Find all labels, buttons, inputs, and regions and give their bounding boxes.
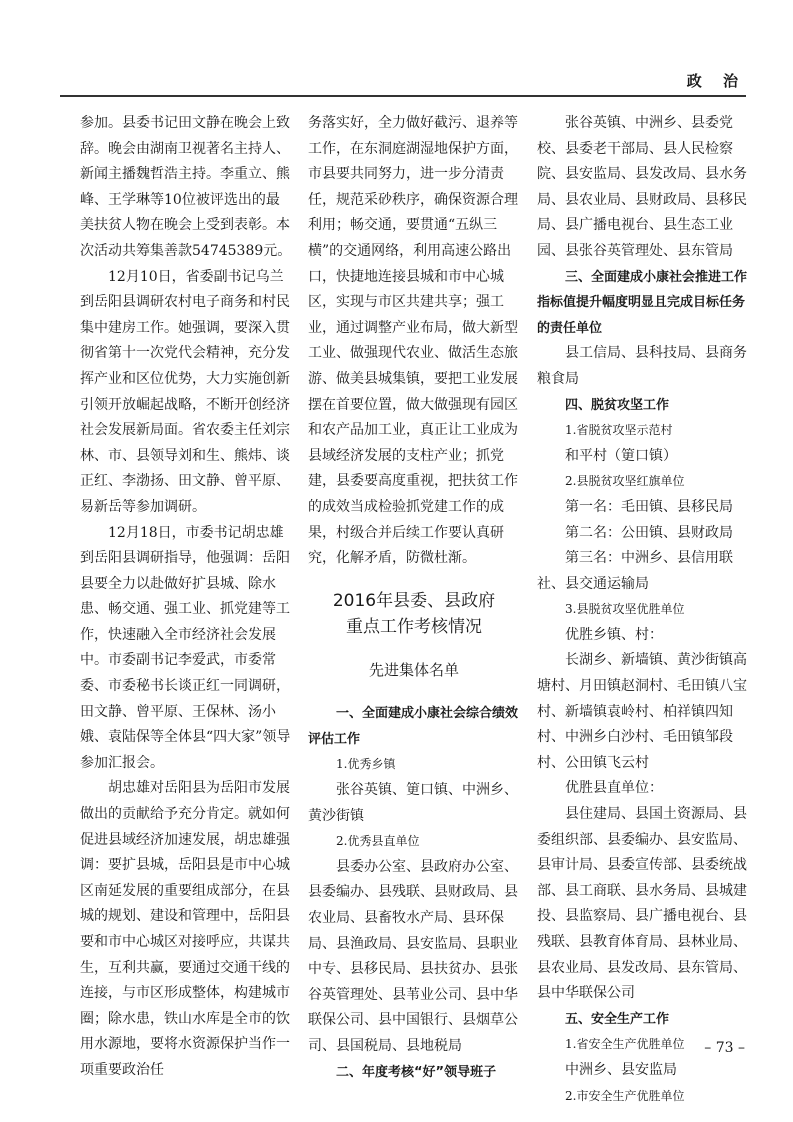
item-text: 第三名：中洲乡、县信用联社、县交通运输局 — [537, 550, 733, 592]
item-label: 优胜乡镇、村： — [565, 626, 663, 643]
section-title: 政 治 — [686, 72, 746, 90]
paragraph: 12月18日，市委书记胡忠雄到岳阳县调研指导，他强调：岳阳县要全力以赴做好扩县城、除水患、畅交通、强工业、抓党建等工作，快速融入全市经济社会发展中。市委副书记李爱武，市委常委、市委秘书长谈正红一同调研，田文静、曾平原、王保林、汤小娥、袁陆保等全体县“四大家”领导参加汇报会。 — [80, 524, 291, 771]
item-heading: 2.市安全生产优胜单位 — [565, 1088, 685, 1103]
section-heading: 二、年度考核“好”领导班子 — [336, 1064, 497, 1080]
paragraph: 参加。县委书记田文静在晚会上致辞。晚会由湖南卫视著名主持人、新闻主播魏哲浩主持。李重立、熊峰、王学琳等10位被评选出的最美扶贫人物在晚会上受到表彰。本次活动共筹集善款54745389元。 — [80, 115, 292, 259]
item-text: 和平村（筻口镇） — [565, 447, 677, 464]
section-heading: 三、全面建成小康社会推进工作指标值提升幅度明显且完成目标任务的责任单位 — [537, 269, 748, 336]
paragraph: 务落实好，全力做好截污、退养等工作，在东洞庭湖湿地保护方面，市县要共同努力，进一步分清责任，规范采砂秩序，确保资源合理利用；畅交通，要贯通“五纵三横”的交通网络，利用高速公路出口，快捷地连接县城和市中心城区，实现与市区共建共享；强工业，通过调整产业布局，做大新型工业、做强现代农业、做活生态旅游、做美县城集镇，要把工业发展摆在首要位置，做大做强现有园区和农产品加工业，真正让工业成为县域经济发展的支柱产业；抓党建，县委要高度重视，把扶贫工作的成效当成检验抓党建工作的成果，村级合并后续工作要认真研究，化解矛盾，防微杜渐。 — [308, 115, 518, 567]
paragraph: 胡忠雄对岳阳县为岳阳市发展做出的贡献给予充分肯定。就如何促进县域经济加速发展，胡忠雄强调：要扩县城，岳阳县是市中心城区南延发展的重要组成部分，在县城的规划、建设和管理中，岳阳县要和市中心城区对接呼应，共谋共生，互利共赢，要通过交通干线的连接，与市区形成整体，构建城市圈；除水患，铁山水库是全市的饮用水源地，要将水资源保护当作一项重要政治任 — [80, 780, 290, 1078]
page-header — [60, 0, 746, 98]
item-heading: 3.县脱贫攻坚优胜单位 — [565, 602, 685, 617]
section-heading: 四、脱贫攻坚工作 — [565, 397, 670, 413]
item-text: 县住建局、县国土资源局、县委组织部、县委编办、县安监局、县审计局、县委宣传部、县委统战部、县工商联、县水务局、县城建投、县监察局、县广播电视台、县残联、县教育体育局、县林业局、县农业局、县发改局、县东管局、县中华联保公司 — [537, 806, 747, 1002]
item-text: 第一名：毛田镇、县移民局 — [565, 498, 733, 515]
item-heading: 1.省脱贫攻坚示范村 — [565, 423, 673, 438]
item-text: 第二名：公田镇、县财政局 — [565, 524, 733, 541]
article-title-line-1: 2016年县委、县政府 — [332, 590, 496, 611]
column-1 — [80, 111, 292, 1084]
item-heading: 1.省安全生产优胜单位 — [565, 1037, 685, 1052]
header-rule — [60, 95, 746, 97]
section-heading: 五、安全生产工作 — [565, 1011, 670, 1027]
article-title-line-2: 重点工作考核情况 — [346, 616, 482, 637]
article-subtitle: 先进集体名单 — [368, 660, 459, 679]
column-2 — [308, 111, 520, 1085]
item-text: 长湖乡、新墙镇、黄沙街镇高塘村、月田镇赵洞村、毛田镇八宝村、新墙镇袁岭村、柏祥镇四知村、中洲乡白沙村、毛田镇邹段村、公田镇飞云村 — [537, 652, 747, 771]
item-text: 县工信局、县科技局、县商务粮食局 — [537, 345, 747, 387]
item-heading: 2.优秀县直单位 — [336, 834, 420, 849]
item-label: 优胜县直单位： — [565, 780, 663, 797]
item-text: 县委办公室、县政府办公室、县委编办、县残联、县财政局、县农业局、县畜牧水产局、县环保局、县渔政局、县安监局、县职业中专、县移民局、县扶贫办、县张谷英管理处、县苇业公司、县中华联保公司、县中国银行、县烟草公司、县国税局、县地税局 — [308, 858, 518, 1054]
item-text: 张谷英镇、中洲乡、县委党校、县委老干部局、县人民检察院、县安监局、县发改局、县水务局、县农业局、县财政局、县移民局、县广播电视台、县生态工业园、县张谷英管理处、县东管局 — [537, 115, 747, 259]
item-text: 张谷英镇、筻口镇、中洲乡、黄沙街镇 — [308, 782, 518, 824]
column-3 — [537, 111, 747, 1109]
page-number: – 73 – — [704, 1040, 745, 1056]
section-heading: 一、全面建成小康社会综合绩效评估工作 — [308, 706, 519, 747]
item-text: 中洲乡、县安监局 — [565, 1061, 677, 1078]
paragraph: 12月10日，省委副书记乌兰到岳阳县调研农村电子商务和村民集中建房工作。她强调，要深入贯彻省第十一次党代会精神，充分发挥产业和区位优势，大力实施创新引领开放崛起战略，不断开创经济社会发展新局面。省农委主任刘宗林、市、县领导刘和生、熊炜、谈正红、李渤扬、田文静、曾平原、易新岳等参加调研。 — [80, 268, 290, 515]
item-heading: 1.优秀乡镇 — [336, 757, 396, 772]
item-heading: 2.县脱贫攻坚红旗单位 — [565, 474, 685, 489]
